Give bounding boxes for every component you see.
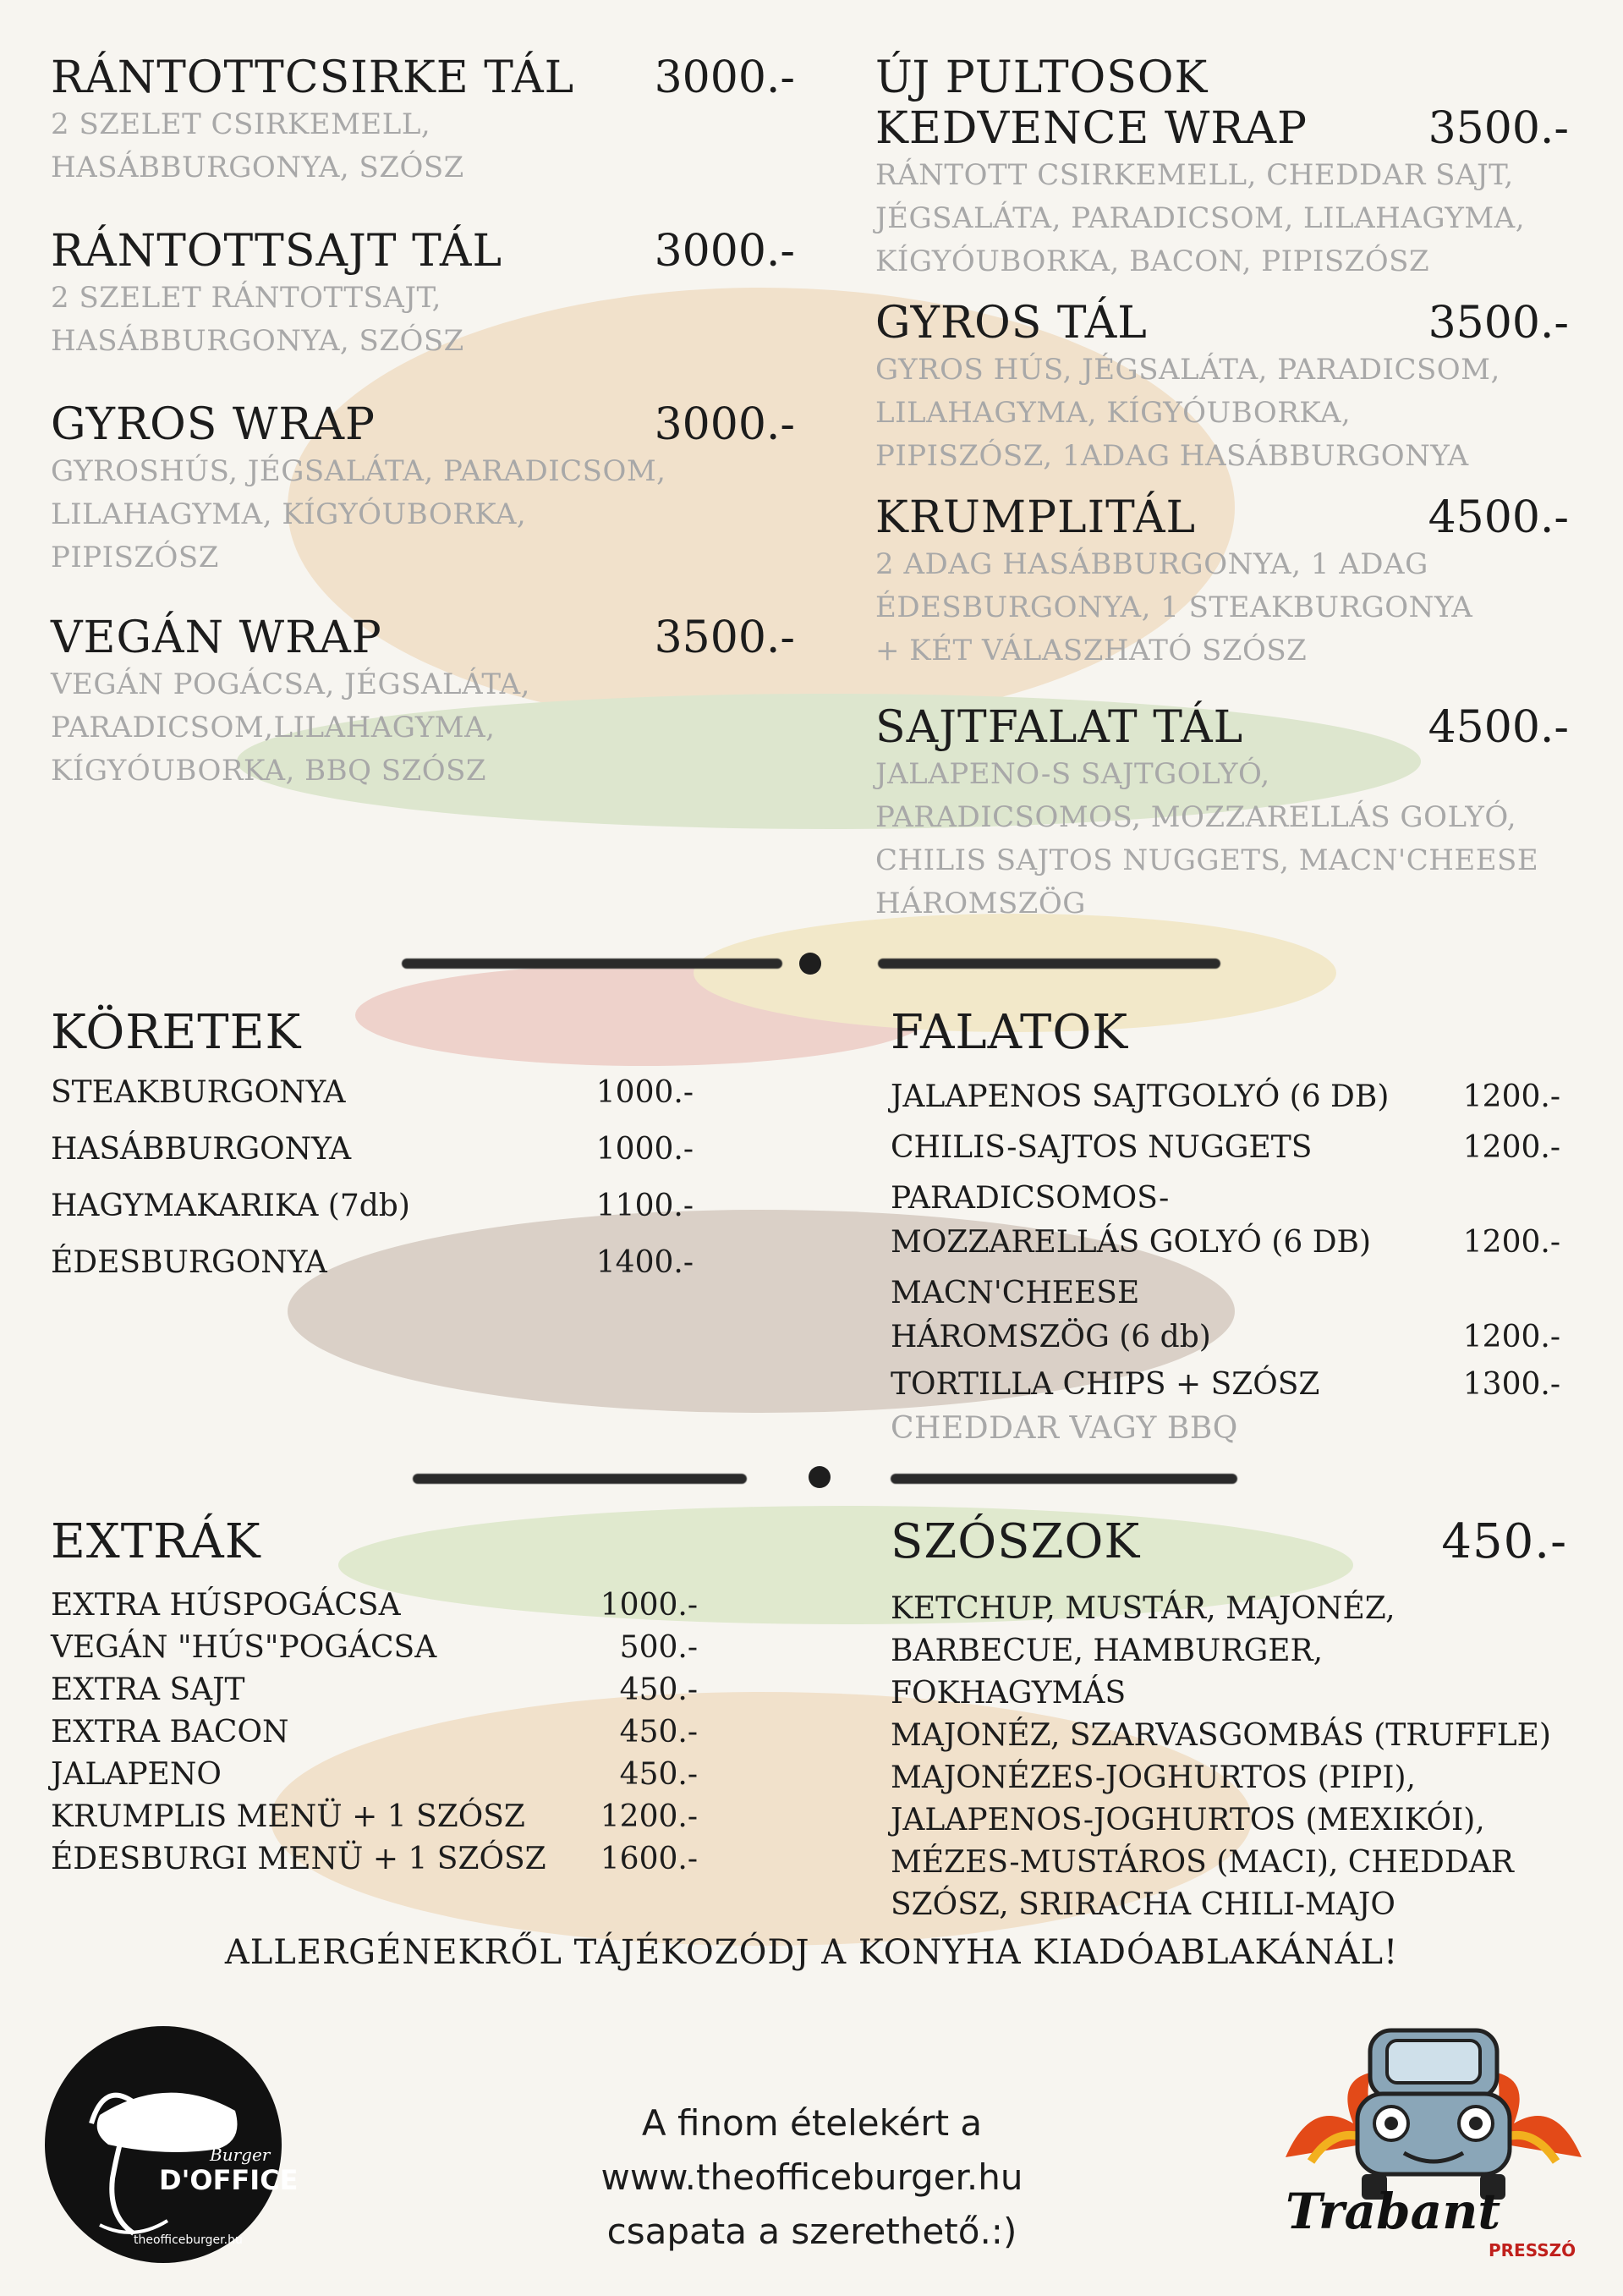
footer-message <box>474 2096 1150 2259</box>
item-price: 1000.- <box>600 1588 698 1623</box>
list-item <box>51 1799 698 1842</box>
list-item <box>51 1245 694 1302</box>
menu-item <box>875 702 1569 926</box>
item-price: 1200.- <box>1462 1130 1560 1165</box>
list-item <box>51 1757 698 1799</box>
menu-item <box>51 52 795 226</box>
item-name: EXTRA BACON <box>51 1715 289 1749</box>
item-price: 1200.- <box>1462 1225 1560 1260</box>
item-name: KRUMPLITÁL <box>875 492 1197 543</box>
item-name: VEGÁN "HÚS"POGÁCSA <box>51 1630 437 1665</box>
falatok-section <box>891 1005 1560 1450</box>
item-price: 1100.- <box>595 1189 694 1223</box>
item-description: GYROSHÚS, JÉGSALÁTA, PARADICSOM, LILAHAGYMA, KÍGYÓUBORKA, PIPISZÓSZ <box>51 454 666 574</box>
list-item <box>51 1132 694 1189</box>
item-name: KRUMPLIS MENÜ + 1 SZÓSZ <box>51 1799 525 1834</box>
logo-sub: PRESSZÓ <box>1489 2240 1576 2260</box>
item-price: 500.- <box>619 1630 698 1665</box>
list-item <box>51 1189 694 1245</box>
item-name: GYROS TÁL <box>875 298 1148 349</box>
item-price: 3000.- <box>654 226 795 277</box>
item-price: 1200.- <box>1462 1320 1560 1354</box>
item-price: 3500.- <box>1428 103 1569 154</box>
list-item <box>51 1588 698 1630</box>
logo-url: theofficeburger.hu <box>134 2233 243 2247</box>
item-name: GYROS WRAP <box>51 399 376 450</box>
list-item <box>51 1630 698 1673</box>
list-item <box>891 1177 1560 1272</box>
dofice-logo <box>41 2022 299 2267</box>
divider-left <box>402 958 782 969</box>
item-description: VEGÁN POGÁCSA, JÉGSALÁTA, PARADICSOM,LILAHAGYMA, KÍGYÓUBORKA, BBQ SZÓSZ <box>51 667 530 788</box>
item-price: 1200.- <box>600 1799 698 1834</box>
item-name: TORTILLA CHIPS + SZÓSZ <box>891 1367 1320 1402</box>
item-price: 3000.- <box>654 399 795 450</box>
item-name: HÁROMSZÖG (6 db) <box>891 1320 1211 1354</box>
item-name: RÁNTOTTCSIRKE TÁL <box>51 52 575 103</box>
item-description: GYROS HÚS, JÉGSALÁTA, PARADICSOM, LILAHAGYMA, KÍGYÓUBORKA, PIPISZÓSZ, 1ADAG HASÁBBURGONYA <box>875 353 1500 473</box>
list-item <box>51 1075 694 1132</box>
item-price: 1400.- <box>595 1245 694 1280</box>
list-item <box>891 1126 1560 1177</box>
logo-script: Burger <box>210 2145 271 2165</box>
trabant-car-graphic <box>1277 2013 1590 2208</box>
trabant-logo <box>1277 2013 1590 2267</box>
item-name: ÉDESBURGONYA <box>51 1245 327 1280</box>
logo-brand: Trabant <box>1286 2183 1501 2240</box>
item-price: 3500.- <box>654 612 795 663</box>
item-name: EXTRA SAJT <box>51 1673 245 1707</box>
item-price: 450.- <box>619 1673 698 1707</box>
footer-website-link[interactable]: www.theofficeburger.hu <box>600 2156 1023 2198</box>
section-title: SZÓSZOK <box>891 1514 1141 1569</box>
section-title: KÖRETEK <box>51 1005 302 1060</box>
divider-right <box>891 1474 1237 1484</box>
section-price: 450.- <box>1441 1514 1567 1569</box>
item-name: SAJTFALAT TÁL <box>875 702 1244 753</box>
divider-left <box>413 1474 747 1484</box>
item-name: JALAPENO <box>51 1757 222 1792</box>
item-price: 4500.- <box>1428 492 1569 543</box>
item-description: 2 ADAG HASÁBBURGONYA, 1 ADAG ÉDESBURGONYA, 1 STEAKBURGONYA + KÉT VÁLASZHATÓ SZÓSZ <box>875 547 1473 667</box>
item-price: 1000.- <box>595 1132 694 1167</box>
menu-item <box>51 612 795 793</box>
extrak-section <box>51 1514 698 1884</box>
item-name: VEGÁN WRAP <box>51 612 382 663</box>
item-name: HAGYMAKARIKA (7db) <box>51 1189 410 1223</box>
item-name-line1: ÚJ PULTOSOK <box>875 52 1209 103</box>
section-title: EXTRÁK <box>51 1514 261 1569</box>
allergen-note: ALLERGÉNEKRŐL TÁJÉKOZÓDJ A KONYHA KIADÓABLAKÁNÁL! <box>224 1933 1399 1972</box>
menu-item <box>875 492 1569 702</box>
item-name: MOZZARELLÁS GOLYÓ (6 DB) <box>891 1225 1372 1260</box>
footer-line-3: csapata a szerethető.:) <box>606 2211 1017 2252</box>
item-price: 1600.- <box>600 1842 698 1876</box>
item-name: KEDVENCE WRAP <box>875 103 1308 154</box>
logo-brand: D'OFFICE <box>159 2164 299 2196</box>
item-name: STEAKBURGONYA <box>51 1075 346 1110</box>
item-name-line1: PARADICSOMOS- <box>891 1181 1170 1216</box>
list-item <box>891 1272 1560 1363</box>
list-item <box>51 1842 698 1884</box>
menu-item <box>51 399 795 612</box>
list-item <box>51 1715 698 1757</box>
item-description: 2 SZELET RÁNTOTTSAJT, HASÁBBURGONYA, SZÓSZ <box>51 281 464 358</box>
section-title: FALATOK <box>891 1005 1129 1060</box>
item-price: 4500.- <box>1428 702 1569 753</box>
item-name-line1: MACN'CHEESE <box>891 1276 1140 1310</box>
item-name: HASÁBBURGONYA <box>51 1132 352 1167</box>
list-item <box>891 1075 1560 1126</box>
item-name: RÁNTOTTSAJT TÁL <box>51 226 503 277</box>
divider-dot <box>799 953 821 975</box>
item-name: EXTRA HÚSPOGÁCSA <box>51 1588 401 1623</box>
item-name: JALAPENOS SAJTGOLYÓ (6 DB) <box>891 1079 1390 1114</box>
menu-item <box>51 226 795 399</box>
divider-right <box>878 958 1220 969</box>
item-price: 450.- <box>619 1715 698 1749</box>
item-price: 1200.- <box>1462 1079 1560 1114</box>
item-price: 1000.- <box>595 1075 694 1110</box>
menu-item <box>875 298 1569 492</box>
list-item <box>891 1363 1560 1450</box>
left-mains <box>51 52 795 793</box>
koretek-section <box>51 1005 694 1302</box>
item-sub: CHEDDAR VAGY BBQ <box>891 1411 1238 1446</box>
item-description: JALAPENO-S SAJTGOLYÓ, PARADICSOMOS, MOZZARELLÁS GOLYÓ, CHILIS SAJTOS NUGGETS, MACN'CHEESE HÁROMSZÖG <box>875 757 1539 920</box>
menu-item <box>875 52 1569 298</box>
item-name: CHILIS-SAJTOS NUGGETS <box>891 1130 1313 1165</box>
item-price: 450.- <box>619 1757 698 1792</box>
divider-dot <box>809 1466 831 1488</box>
szoszok-section <box>891 1514 1567 1926</box>
item-description: RÁNTOTT CSIRKEMELL, CHEDDAR SAJT, JÉGSALÁTA, PARADICSOM, LILAHAGYMA, KÍGYÓUBORKA, BACON, PIPISZÓSZ <box>875 158 1526 278</box>
item-name: ÉDESBURGI MENÜ + 1 SZÓSZ <box>51 1842 546 1876</box>
footer-line-1: A finom ételekért a <box>641 2102 983 2144</box>
item-price: 1300.- <box>1462 1367 1560 1402</box>
sauce-list: KETCHUP, MUSTÁR, MAJONÉZ, BARBECUE, HAMBURGER, FOKHAGYMÁS MAJONÉZ, SZARVASGOMBÁS (TRUFFLE) MAJONÉZES-JOGHURTOS (PIPI), JALAPENOS-JOGHURTOS (MEXIKÓI), MÉZES-MUSTÁROS (MACI), CHEDDAR SZÓSZ, SRIRACHA CHILI-MAJO <box>891 1591 1551 1922</box>
right-mains <box>875 52 1569 926</box>
item-description: 2 SZELET CSIRKEMELL, HASÁBBURGONYA, SZÓSZ <box>51 107 464 184</box>
item-price: 3000.- <box>654 52 795 103</box>
item-price: 3500.- <box>1428 298 1569 349</box>
list-item <box>51 1673 698 1715</box>
